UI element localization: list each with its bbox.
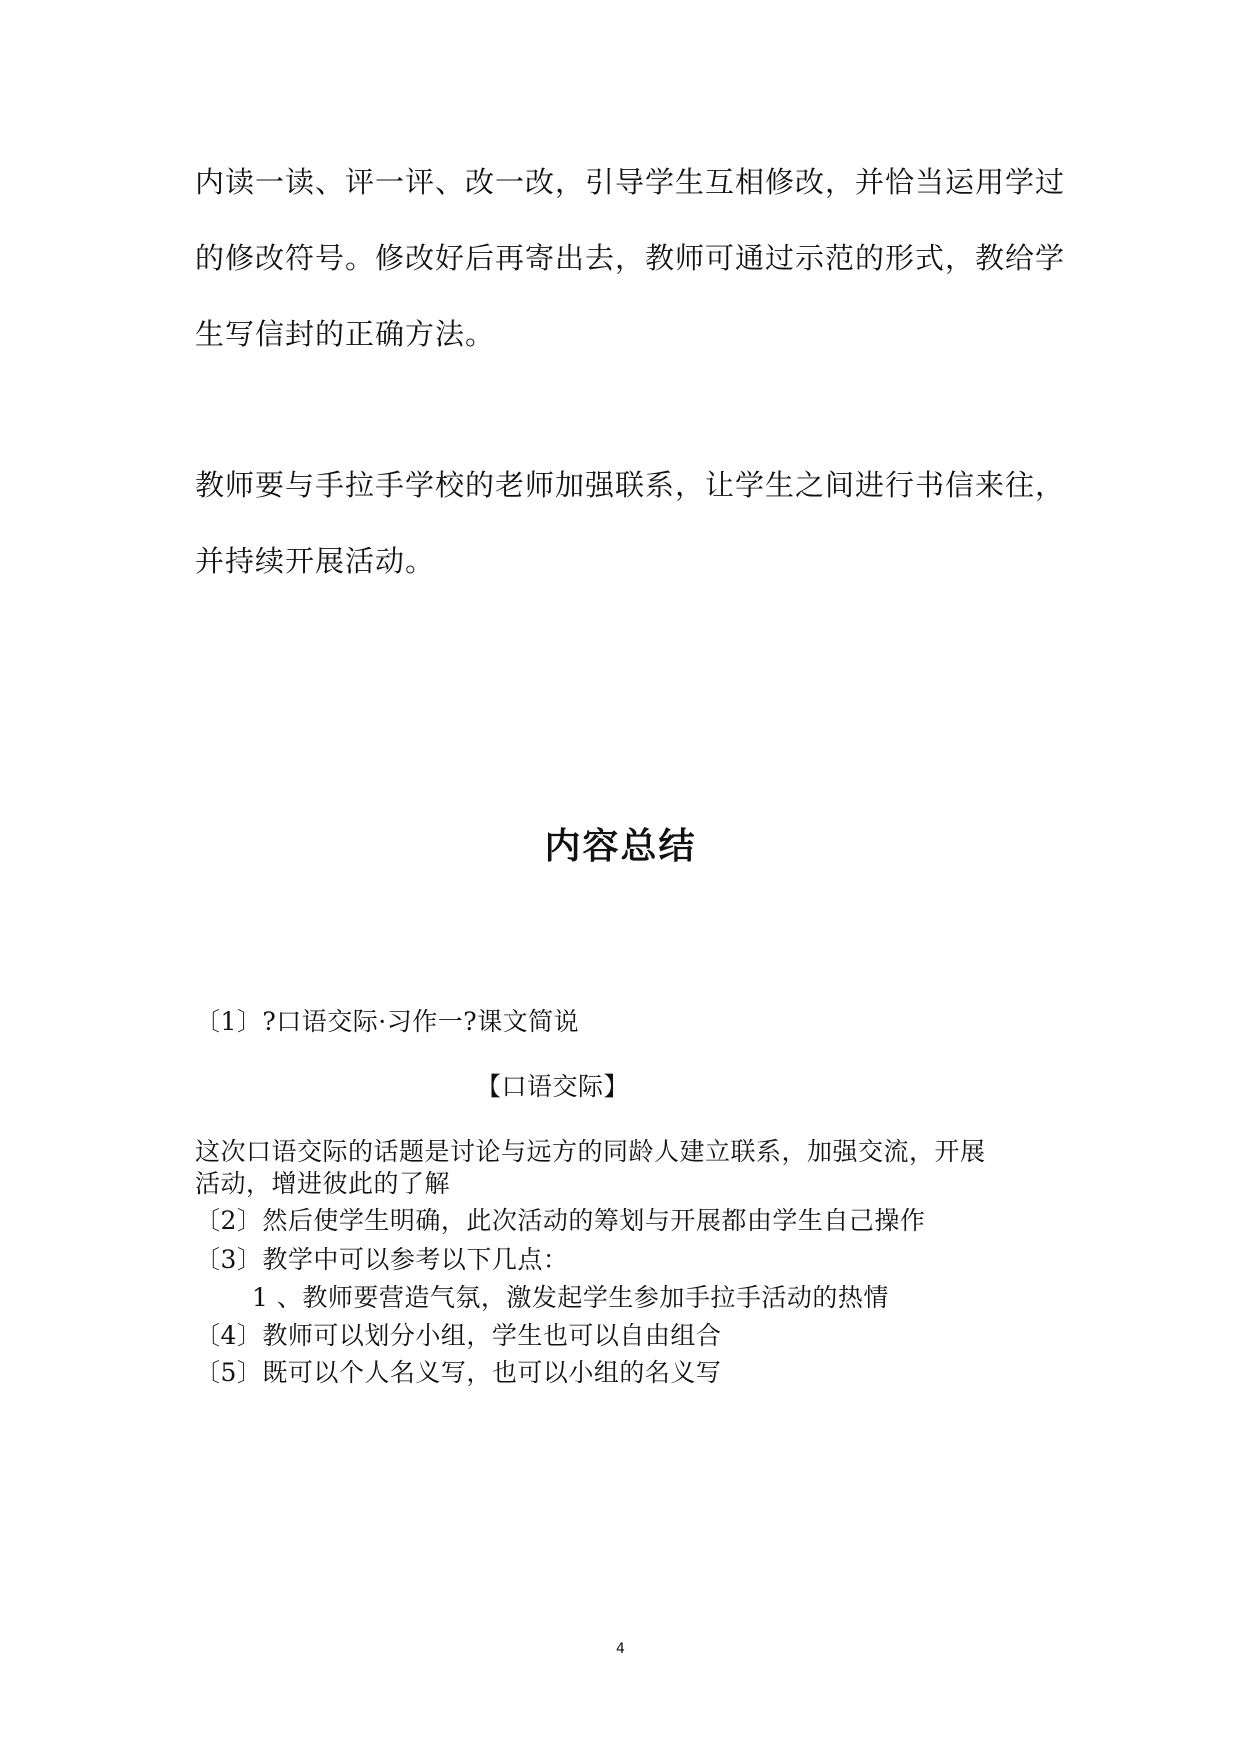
paragraph-2-line-1: 教师要与手拉手学校的老师加强联系，让学生之间进行书信来往， xyxy=(195,468,1066,502)
summary-intro-line-2: 活动，增进彼此的了解 xyxy=(195,1169,451,1198)
paragraph-1-line-1: 内读一读、评一评、改一改，引导学生互相修改，并恰当运用学过 xyxy=(195,165,1066,199)
summary-item-5: 〔5〕既可以个人名义写，也可以小组的名义写 xyxy=(195,1358,722,1387)
page-number: 4 xyxy=(616,1641,625,1657)
summary-subheading: 【口语交际】 xyxy=(476,1072,630,1101)
summary-item-3-sub-1: 1 、教师要营造气氛，激发起学生参加手拉手活动的热情 xyxy=(252,1283,889,1312)
summary-item-3: 〔3〕教学中可以参考以下几点： xyxy=(195,1245,569,1274)
paragraph-1-line-3: 生写信封的正确方法。 xyxy=(195,317,496,351)
summary-heading: 内容总结 xyxy=(544,826,697,867)
summary-item-4: 〔4〕教师可以划分小组，学生也可以自由组合 xyxy=(195,1321,722,1350)
summary-item-2: 〔2〕然后使学生明确，此次活动的筹划与开展都由学生自己操作 xyxy=(195,1206,926,1235)
summary-item-1: 〔1〕?口语交际·习作一?课文简说 xyxy=(195,1007,580,1036)
summary-intro-line-1: 这次口语交际的话题是讨论与远方的同龄人建立联系，加强交流，开展 xyxy=(195,1137,986,1166)
paragraph-1-line-2: 的修改符号。修改好后再寄出去，教师可通过示范的形式，教给学 xyxy=(195,241,1066,275)
paragraph-2-line-2: 并持续开展活动。 xyxy=(195,544,436,578)
